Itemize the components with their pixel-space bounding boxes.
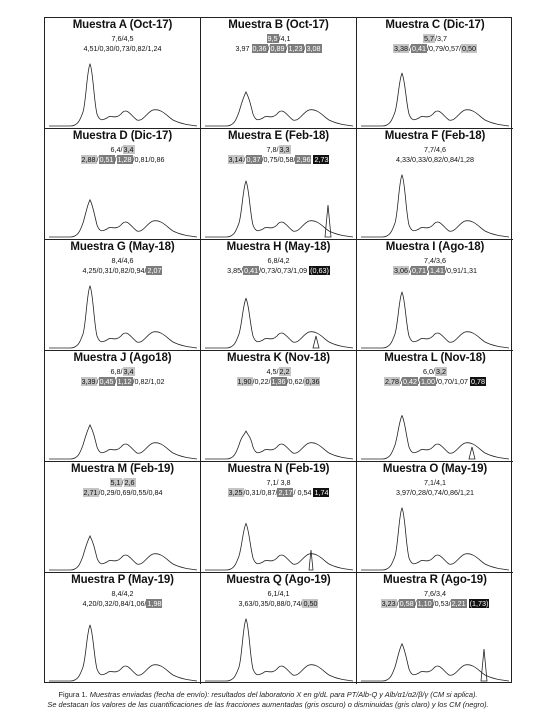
highlighted-value: 3,38 (394, 44, 409, 53)
highlighted-value: 1,98 (147, 599, 162, 608)
fraction-values (357, 155, 513, 164)
electrophoresis-trace (201, 609, 357, 684)
value-text: 8,4/4,6 (111, 256, 134, 265)
electrophoresis-trace (45, 165, 201, 240)
trace-line (205, 181, 353, 237)
highlighted-value: (0,63) (310, 266, 329, 275)
fraction-values (45, 377, 200, 386)
monoclonal-component-peak (469, 447, 475, 459)
highlighted-value: 3,23 (381, 599, 396, 608)
sample-panel (201, 351, 357, 462)
trace-line (205, 298, 353, 348)
protein-totals (357, 145, 513, 154)
fraction-values (45, 599, 200, 608)
trace-line (361, 292, 509, 348)
monoclonal-component-peak (313, 336, 319, 348)
electrophoresis-trace (201, 387, 357, 462)
value-text: 6,8/4,2 (267, 256, 290, 265)
protein-totals (45, 256, 200, 265)
value-text: /0,73/0,73/1,09 (259, 266, 310, 275)
fraction-values (201, 266, 356, 275)
highlighted-value: 1,36 (271, 377, 286, 386)
highlighted-value: 1,74 (314, 488, 329, 497)
protein-totals (201, 256, 356, 265)
trace-line (205, 431, 353, 459)
highlighted-value: 2,96 (296, 155, 311, 164)
panel-title: Muestra L (Nov-18) (384, 352, 486, 364)
highlighted-value: 0,50 (303, 599, 318, 608)
value-text: 3,85/ (227, 266, 244, 275)
highlighted-value: 0,51 (99, 155, 114, 164)
trace-line (205, 92, 353, 126)
electrophoresis-trace (201, 54, 357, 129)
value-text: 4,20/0,32/0,84/1,06/ (82, 599, 147, 608)
trace-line (361, 416, 509, 459)
highlighted-value: 0,41 (412, 44, 427, 53)
value-text: /0,62/ (286, 377, 305, 386)
electrophoresis-trace (357, 54, 513, 129)
value-text: / (303, 44, 306, 53)
fraction-values (357, 44, 513, 53)
protein-totals (45, 478, 200, 487)
electrophoresis-trace (357, 276, 513, 351)
panel-title: Muestra I (Ago-18) (385, 241, 485, 253)
highlighted-value: 2,78 (385, 377, 400, 386)
sample-panel (45, 240, 201, 351)
protein-totals (357, 589, 513, 598)
panel-title: Muestra A (Oct-17) (72, 19, 173, 31)
trace-line (49, 64, 197, 126)
value-text: /0,91/1,31 (445, 266, 477, 275)
electrophoresis-trace (357, 609, 513, 684)
trace-line (49, 625, 197, 681)
highlighted-value: 0,71 (412, 266, 426, 275)
fraction-values (45, 488, 200, 497)
value-text: / (267, 44, 270, 53)
sample-panel (357, 462, 513, 573)
value-text: / 0,54 (293, 488, 314, 497)
highlighted-value: 0,42 (403, 377, 418, 386)
value-text: /0,75/0,58/ (261, 155, 296, 164)
trace-line (205, 524, 353, 571)
panel-title: Muestra Q (Ago-19) (226, 574, 331, 586)
value-text: 7,1/ 3,8 (266, 478, 291, 487)
highlighted-value: 3,4 (123, 367, 134, 376)
value-text: /0,81/0,86 (132, 155, 165, 164)
highlighted-value: 2,88 (81, 155, 96, 164)
highlighted-value: 1,41 (430, 266, 444, 275)
value-text: 6,4/ (110, 145, 123, 154)
sample-panel (357, 18, 513, 129)
highlighted-value: 1,12 (117, 377, 132, 386)
protein-totals (45, 589, 200, 598)
value-text: 7,4/3,6 (424, 256, 446, 265)
protein-totals (45, 367, 200, 376)
value-text: / (96, 155, 99, 164)
sample-panel (201, 573, 357, 684)
sample-panel (45, 573, 201, 684)
electrophoresis-trace (357, 498, 513, 573)
highlighted-value: 0,50 (461, 44, 476, 53)
trace-line (49, 200, 197, 237)
electrophoresis-panel-grid (44, 17, 512, 683)
electrophoresis-trace (45, 498, 201, 573)
value-text: 6,1/4,1 (267, 589, 290, 598)
fraction-values (201, 377, 356, 386)
highlighted-value: 2,71 (83, 488, 98, 497)
protein-totals (357, 256, 513, 265)
panel-title: Muestra P (May-19) (71, 574, 174, 586)
highlighted-value: 3,4 (123, 145, 134, 154)
sample-panel (357, 240, 513, 351)
value-text: / (409, 266, 411, 275)
highlighted-value: 2,21 (451, 599, 466, 608)
sample-panel (45, 18, 201, 129)
highlighted-value: 2,17 (278, 488, 293, 497)
sample-panel (201, 18, 357, 129)
value-text: / (414, 599, 417, 608)
highlighted-value: 2,07 (147, 266, 162, 275)
sample-panel (201, 462, 357, 573)
protein-totals (357, 367, 513, 376)
value-text: 3,97 (235, 44, 252, 53)
value-text: 4,25/0,31/0,82/0,94/ (82, 266, 147, 275)
trace-line (361, 508, 509, 570)
trace-line (49, 536, 197, 570)
panel-title: Muestra J (Ago18) (73, 352, 172, 364)
highlighted-value: 0,58 (399, 599, 414, 608)
panel-title: Muestra C (Dic-17) (385, 19, 485, 31)
value-text: 4,5/ (266, 367, 279, 376)
highlighted-value: 3,14 (228, 155, 243, 164)
trace-line (205, 619, 353, 681)
panel-title: Muestra O (May-19) (382, 463, 488, 475)
sample-panel (201, 240, 357, 351)
highlighted-value: 5,7 (424, 34, 434, 43)
highlighted-value: 0,89 (270, 44, 285, 53)
value-text: 4,51/0,30/0,73/0,82/1,24 (83, 44, 162, 53)
highlighted-value: 1,10 (417, 599, 432, 608)
value-text: / (396, 599, 399, 608)
value-text: 7,6/4,5 (111, 34, 134, 43)
sample-panel (45, 129, 201, 240)
value-text: /0,31/0,87/ (243, 488, 278, 497)
fraction-values (201, 488, 356, 497)
value-text: 8,4/4,2 (111, 589, 134, 598)
highlighted-value: 9,5 (267, 34, 278, 43)
panel-title: Muestra F (Feb-18) (384, 130, 486, 142)
monoclonal-component-peak (325, 205, 331, 237)
electrophoresis-trace (201, 276, 357, 351)
value-text: 6,8/ (110, 367, 123, 376)
highlighted-value: 0,45 (99, 377, 114, 386)
fraction-values (201, 599, 356, 608)
trace-line (361, 73, 509, 126)
value-text: 3,63/0,35/0,88/0,74/ (238, 599, 303, 608)
highlighted-value: (1,73) (469, 599, 489, 608)
protein-totals (357, 34, 513, 43)
value-text: 7,8/ (266, 145, 279, 154)
electrophoresis-trace (45, 54, 201, 129)
value-text: /3,7 (435, 34, 447, 43)
highlighted-value: 5,1 (110, 478, 121, 487)
sample-panel (201, 129, 357, 240)
electrophoresis-trace (45, 276, 201, 351)
value-text: /0,53/ (432, 599, 451, 608)
panel-title: Muestra G (May-18) (70, 241, 175, 253)
highlighted-value: 0,37 (246, 155, 261, 164)
highlighted-value: 2,73 (314, 155, 329, 164)
highlighted-value: 2,2 (279, 367, 290, 376)
value-text: / (114, 377, 117, 386)
value-text: 6,0/ (423, 367, 435, 376)
monoclonal-component-peak (309, 550, 313, 570)
caption-line2: Se destacan los valores de las cuantificaciones de las fracciones aumentadas (gris oscuro) o disminuidas (gris claro) y los CM (negro). (47, 700, 489, 709)
value-text: 3,97/0,28/0,74/0,86/1,21 (396, 488, 474, 497)
highlighted-value: 3,3 (279, 145, 290, 154)
fraction-values (357, 377, 513, 386)
value-text: / (121, 478, 124, 487)
fraction-values (45, 266, 200, 275)
electrophoresis-trace (201, 165, 357, 240)
sample-panel (45, 462, 201, 573)
fraction-values (357, 266, 513, 275)
value-text: / (285, 44, 288, 53)
value-text: / (427, 266, 429, 275)
caption-line1: Muestras enviadas (fecha de envío): resultados del laboratorio X en g/dL para PT/Alb-Q y Alb/α1/α2/β/γ (CM si aplica). (89, 690, 478, 699)
value-text: / (96, 377, 99, 386)
electrophoresis-trace (357, 165, 513, 240)
protein-totals (201, 367, 356, 376)
protein-totals (357, 478, 513, 487)
panel-title: Muestra H (May-18) (226, 241, 331, 253)
panel-title: Muestra B (Oct-17) (228, 19, 329, 31)
panel-title: Muestra E (Feb-18) (227, 130, 330, 142)
highlighted-value: 1,23 (288, 44, 303, 53)
value-text: 7,6/3,4 (424, 589, 446, 598)
value-text: /0,22/ (252, 377, 271, 386)
fraction-values (357, 599, 513, 608)
electrophoresis-trace (45, 609, 201, 684)
trace-line (49, 286, 197, 348)
protein-totals (45, 145, 200, 154)
electrophoresis-trace (45, 387, 201, 462)
value-text: / (114, 155, 117, 164)
highlighted-value: 0,41 (244, 266, 259, 275)
value-text: /4,1 (278, 34, 291, 43)
highlighted-value: 3,2 (436, 367, 446, 376)
value-text: /0,82/1,02 (132, 377, 165, 386)
protein-totals (45, 34, 200, 43)
value-text: /0,29/0,69/0,55/0,84 (98, 488, 163, 497)
highlighted-value: 0,78 (470, 377, 485, 386)
highlighted-value: 1,00 (421, 377, 436, 386)
value-text: 7,1/4,1 (424, 478, 446, 487)
highlighted-value: 1,90 (237, 377, 252, 386)
trace-line (49, 425, 197, 459)
highlighted-value: 3,25 (228, 488, 243, 497)
protein-totals (201, 589, 356, 598)
panel-title: Muestra M (Feb-19) (71, 463, 174, 475)
highlighted-value: 0,36 (252, 44, 267, 53)
figure-caption (6, 690, 530, 710)
value-text: / (243, 155, 246, 164)
value-text: 4,33/0,33/0,82/0,84/1,28 (396, 155, 474, 164)
fraction-values (201, 155, 356, 164)
monoclonal-component-peak (481, 649, 487, 681)
panel-title: Muestra R (Ago-19) (383, 574, 487, 586)
fraction-values (201, 44, 356, 53)
panel-title: Muestra D (Dic-17) (72, 130, 173, 142)
caption-label: Figura 1. (58, 690, 88, 699)
sample-panel (45, 351, 201, 462)
value-text: 7,7/4,6 (424, 145, 446, 154)
panel-title: Muestra N (Feb-19) (227, 463, 330, 475)
highlighted-value: 0,36 (305, 377, 320, 386)
protein-totals (201, 478, 356, 487)
trace-line (361, 175, 509, 237)
fraction-values (45, 155, 200, 164)
electrophoresis-trace (357, 387, 513, 462)
fraction-values (45, 44, 200, 53)
sample-panel (357, 129, 513, 240)
protein-totals (201, 145, 356, 154)
highlighted-value: 3,08 (306, 44, 321, 53)
electrophoresis-trace (201, 498, 357, 573)
sample-panel (357, 573, 513, 684)
value-text: /0,70/1,07 (436, 377, 470, 386)
protein-totals (201, 34, 356, 43)
sample-panel (357, 351, 513, 462)
highlighted-value: 3,06 (394, 266, 408, 275)
highlighted-value: 2,6 (124, 478, 135, 487)
highlighted-value: 1,28 (117, 155, 132, 164)
fraction-values (357, 488, 513, 497)
value-text: /0,79/0,57/ (427, 44, 461, 53)
panel-title: Muestra K (Nov-18) (227, 352, 330, 364)
highlighted-value: 3,39 (81, 377, 96, 386)
